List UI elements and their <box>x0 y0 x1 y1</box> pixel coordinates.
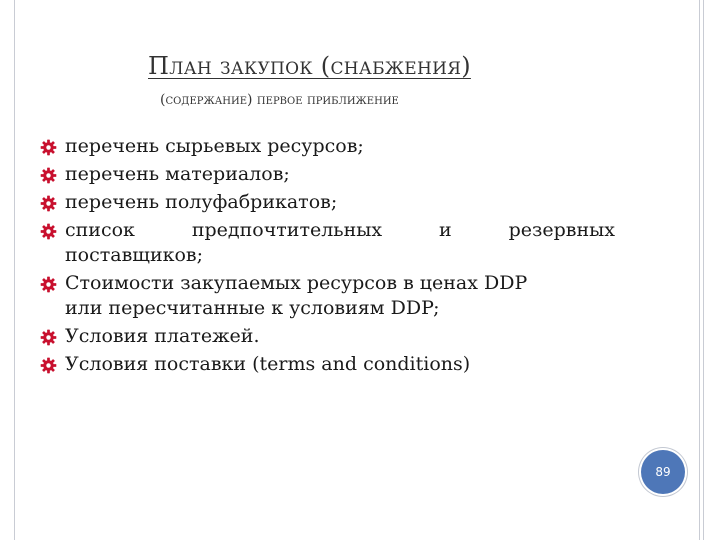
gear-icon <box>40 195 57 212</box>
gear-icon <box>40 329 57 346</box>
page-number-badge: 89 <box>641 450 685 494</box>
list-item <box>40 190 615 215</box>
list-item-continuation: или пересчитанные к условиям DDP; <box>65 297 440 319</box>
slide-frame-right-inner <box>703 0 704 540</box>
list-item-text: перечень материалов; <box>65 163 290 185</box>
list-item-text: перечень сырьевых ресурсов; <box>65 135 364 157</box>
gear-icon <box>40 276 57 293</box>
list-item <box>40 162 615 187</box>
list-item <box>40 218 615 268</box>
gear-icon <box>40 223 57 240</box>
list-item <box>40 324 615 349</box>
bullet-list <box>40 134 615 380</box>
list-item-text: Стоимости закупаемых ресурсов в ценах DDP <box>65 272 528 294</box>
list-item-text: перечень полуфабрикатов; <box>65 191 338 213</box>
list-item-text: список предпочтительных и резервных <box>65 219 615 241</box>
slide-frame-left <box>14 0 15 540</box>
gear-icon <box>40 167 57 184</box>
gear-icon <box>40 139 57 156</box>
slide-frame-right <box>699 0 700 540</box>
list-item-text: Условия платежей. <box>65 325 260 347</box>
slide-subtitle: (содержание) первое приближение <box>160 92 399 108</box>
slide-title: План закупок (снабжения) <box>148 52 471 80</box>
list-item-text: Условия поставки (terms and conditions) <box>65 353 471 375</box>
list-item <box>40 134 615 159</box>
list-item-continuation: поставщиков; <box>65 244 204 266</box>
list-item <box>40 271 615 321</box>
list-item <box>40 352 615 377</box>
gear-icon <box>40 357 57 374</box>
